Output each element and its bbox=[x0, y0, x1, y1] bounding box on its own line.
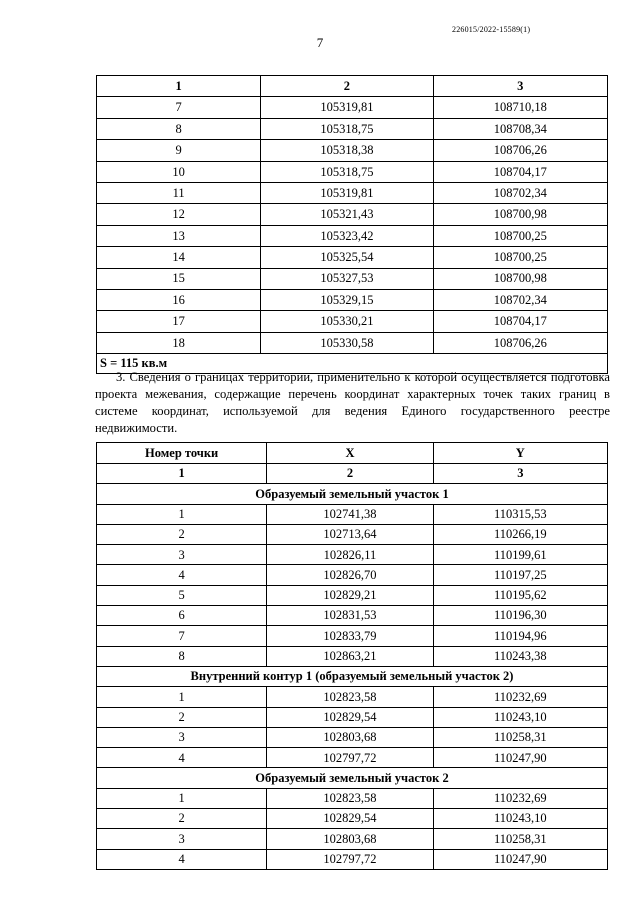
group-header-row bbox=[97, 768, 608, 788]
point-number-cell: 2 bbox=[97, 707, 267, 727]
table-row bbox=[97, 97, 608, 118]
paragraph-text: 3. Сведения о границах территории, применительно к которой осуществляется подготовка проекта межевания, содержащие перечень координат характерных точек таких границ в системе координат, используемой для ведения Единого государственного реестре недвижимости. bbox=[95, 370, 610, 435]
y-coordinate-cell: 110266,19 bbox=[433, 524, 607, 544]
x-coordinate-cell: 102826,70 bbox=[267, 565, 433, 585]
y-coordinate-cell: 110243,38 bbox=[433, 646, 607, 666]
y-coordinate-cell: 108702,34 bbox=[433, 182, 607, 203]
x-coordinate-cell: 105330,21 bbox=[261, 311, 433, 332]
y-coordinate-cell: 108706,26 bbox=[433, 332, 607, 353]
x-coordinate-cell: 105329,15 bbox=[261, 289, 433, 310]
group-title: Образуемый земельный участок 1 bbox=[97, 484, 608, 504]
x-coordinate-cell: 102797,72 bbox=[267, 748, 433, 768]
column-header: 3 bbox=[433, 76, 607, 97]
table-row bbox=[97, 829, 608, 849]
table-subheader-row bbox=[97, 464, 608, 484]
table-header-row bbox=[97, 76, 608, 97]
point-number-cell: 2 bbox=[97, 524, 267, 544]
y-coordinate-cell: 108706,26 bbox=[433, 140, 607, 161]
point-number-cell: 1 bbox=[97, 504, 267, 524]
x-coordinate-cell: 105321,43 bbox=[261, 204, 433, 225]
y-coordinate-cell: 110195,62 bbox=[433, 585, 607, 605]
table-row bbox=[97, 646, 608, 666]
point-number-cell: 3 bbox=[97, 727, 267, 747]
x-coordinate-cell: 102829,54 bbox=[267, 707, 433, 727]
point-number-cell: 2 bbox=[97, 809, 267, 829]
table-row bbox=[97, 140, 608, 161]
section-3-paragraph bbox=[95, 369, 610, 437]
y-coordinate-cell: 108702,34 bbox=[433, 289, 607, 310]
x-coordinate-cell: 105319,81 bbox=[261, 182, 433, 203]
group-header-row bbox=[97, 666, 608, 686]
y-coordinate-cell: 110243,10 bbox=[433, 809, 607, 829]
x-coordinate-cell: 102826,11 bbox=[267, 545, 433, 565]
point-number-cell: 8 bbox=[97, 646, 267, 666]
y-coordinate-cell: 110199,61 bbox=[433, 545, 607, 565]
y-coordinate-cell: 110232,69 bbox=[433, 788, 607, 808]
x-coordinate-cell: 102741,38 bbox=[267, 504, 433, 524]
y-coordinate-cell: 108708,34 bbox=[433, 118, 607, 139]
x-coordinate-cell: 102829,54 bbox=[267, 809, 433, 829]
y-coordinate-cell: 110258,31 bbox=[433, 829, 607, 849]
column-number: 1 bbox=[97, 464, 267, 484]
point-number-cell: 10 bbox=[97, 161, 261, 182]
document-reference: 226015/2022-15589(1) bbox=[452, 25, 531, 34]
point-number-cell: 15 bbox=[97, 268, 261, 289]
table-row bbox=[97, 727, 608, 747]
y-coordinate-cell: 108700,98 bbox=[433, 268, 607, 289]
y-coordinate-cell: 108700,98 bbox=[433, 204, 607, 225]
point-number-cell: 11 bbox=[97, 182, 261, 203]
y-coordinate-cell: 110315,53 bbox=[433, 504, 607, 524]
x-coordinate-cell: 105325,54 bbox=[261, 247, 433, 268]
table-row bbox=[97, 585, 608, 605]
column-header-x: X bbox=[267, 443, 433, 464]
x-coordinate-cell: 102823,58 bbox=[267, 687, 433, 707]
point-number-cell: 6 bbox=[97, 606, 267, 626]
table-row bbox=[97, 247, 608, 268]
table-row bbox=[97, 311, 608, 332]
y-coordinate-cell: 110258,31 bbox=[433, 727, 607, 747]
y-coordinate-cell: 110247,90 bbox=[433, 849, 607, 869]
point-number-cell: 4 bbox=[97, 748, 267, 768]
y-coordinate-cell: 110232,69 bbox=[433, 687, 607, 707]
column-header: 1 bbox=[97, 76, 261, 97]
x-coordinate-cell: 102829,21 bbox=[267, 585, 433, 605]
y-coordinate-cell: 110194,96 bbox=[433, 626, 607, 646]
point-number-cell: 4 bbox=[97, 565, 267, 585]
table-row bbox=[97, 565, 608, 585]
column-number: 2 bbox=[267, 464, 433, 484]
point-number-cell: 13 bbox=[97, 225, 261, 246]
y-coordinate-cell: 110243,10 bbox=[433, 707, 607, 727]
x-coordinate-cell: 102803,68 bbox=[267, 829, 433, 849]
area-value: S = 115 кв.м bbox=[97, 354, 608, 374]
table-row bbox=[97, 788, 608, 808]
x-coordinate-cell: 102823,58 bbox=[267, 788, 433, 808]
table-row bbox=[97, 748, 608, 768]
point-number-cell: 14 bbox=[97, 247, 261, 268]
point-number-cell: 16 bbox=[97, 289, 261, 310]
table-row bbox=[97, 524, 608, 544]
table-row bbox=[97, 161, 608, 182]
point-number-cell: 3 bbox=[97, 545, 267, 565]
x-coordinate-cell: 102831,53 bbox=[267, 606, 433, 626]
x-coordinate-cell: 105323,42 bbox=[261, 225, 433, 246]
point-number-cell: 4 bbox=[97, 849, 267, 869]
point-number-cell: 1 bbox=[97, 687, 267, 707]
y-coordinate-cell: 108704,17 bbox=[433, 311, 607, 332]
point-number-cell: 1 bbox=[97, 788, 267, 808]
table-row bbox=[97, 606, 608, 626]
y-coordinate-cell: 108710,18 bbox=[433, 97, 607, 118]
point-number-cell: 9 bbox=[97, 140, 261, 161]
column-number: 3 bbox=[433, 464, 607, 484]
x-coordinate-cell: 102713,64 bbox=[267, 524, 433, 544]
y-coordinate-cell: 108700,25 bbox=[433, 225, 607, 246]
table-row bbox=[97, 225, 608, 246]
point-number-cell: 18 bbox=[97, 332, 261, 353]
x-coordinate-cell: 105319,81 bbox=[261, 97, 433, 118]
point-number-cell: 7 bbox=[97, 97, 261, 118]
point-number-cell: 12 bbox=[97, 204, 261, 225]
column-header: 2 bbox=[261, 76, 433, 97]
column-header-point-number: Номер точки bbox=[97, 443, 267, 464]
x-coordinate-cell: 105330,58 bbox=[261, 332, 433, 353]
y-coordinate-cell: 110247,90 bbox=[433, 748, 607, 768]
x-coordinate-cell: 102833,79 bbox=[267, 626, 433, 646]
table-row bbox=[97, 545, 608, 565]
point-number-cell: 5 bbox=[97, 585, 267, 605]
table-row bbox=[97, 268, 608, 289]
coordinates-table-continued bbox=[96, 75, 608, 374]
x-coordinate-cell: 102803,68 bbox=[267, 727, 433, 747]
table-row bbox=[97, 504, 608, 524]
y-coordinate-cell: 108704,17 bbox=[433, 161, 607, 182]
y-coordinate-cell: 110197,25 bbox=[433, 565, 607, 585]
group-header-row bbox=[97, 484, 608, 504]
point-number-cell: 3 bbox=[97, 829, 267, 849]
table-row bbox=[97, 626, 608, 646]
table-row bbox=[97, 118, 608, 139]
table-row bbox=[97, 332, 608, 353]
table-header-row bbox=[97, 443, 608, 464]
group-title: Внутренний контур 1 (образуемый земельный участок 2) bbox=[97, 666, 608, 686]
boundary-coordinates-table bbox=[96, 442, 608, 870]
point-number-cell: 17 bbox=[97, 311, 261, 332]
x-coordinate-cell: 105318,75 bbox=[261, 118, 433, 139]
table-row bbox=[97, 289, 608, 310]
point-number-cell: 8 bbox=[97, 118, 261, 139]
x-coordinate-cell: 105327,53 bbox=[261, 268, 433, 289]
table-row bbox=[97, 687, 608, 707]
page-number: 7 bbox=[316, 35, 324, 50]
table-row bbox=[97, 707, 608, 727]
x-coordinate-cell: 105318,75 bbox=[261, 161, 433, 182]
table-row bbox=[97, 204, 608, 225]
table-row bbox=[97, 182, 608, 203]
x-coordinate-cell: 105318,38 bbox=[261, 140, 433, 161]
x-coordinate-cell: 102797,72 bbox=[267, 849, 433, 869]
y-coordinate-cell: 108700,25 bbox=[433, 247, 607, 268]
table-row bbox=[97, 809, 608, 829]
y-coordinate-cell: 110196,30 bbox=[433, 606, 607, 626]
x-coordinate-cell: 102863,21 bbox=[267, 646, 433, 666]
table-row bbox=[97, 849, 608, 869]
point-number-cell: 7 bbox=[97, 626, 267, 646]
column-header-y: Y bbox=[433, 443, 607, 464]
group-title: Образуемый земельный участок 2 bbox=[97, 768, 608, 788]
